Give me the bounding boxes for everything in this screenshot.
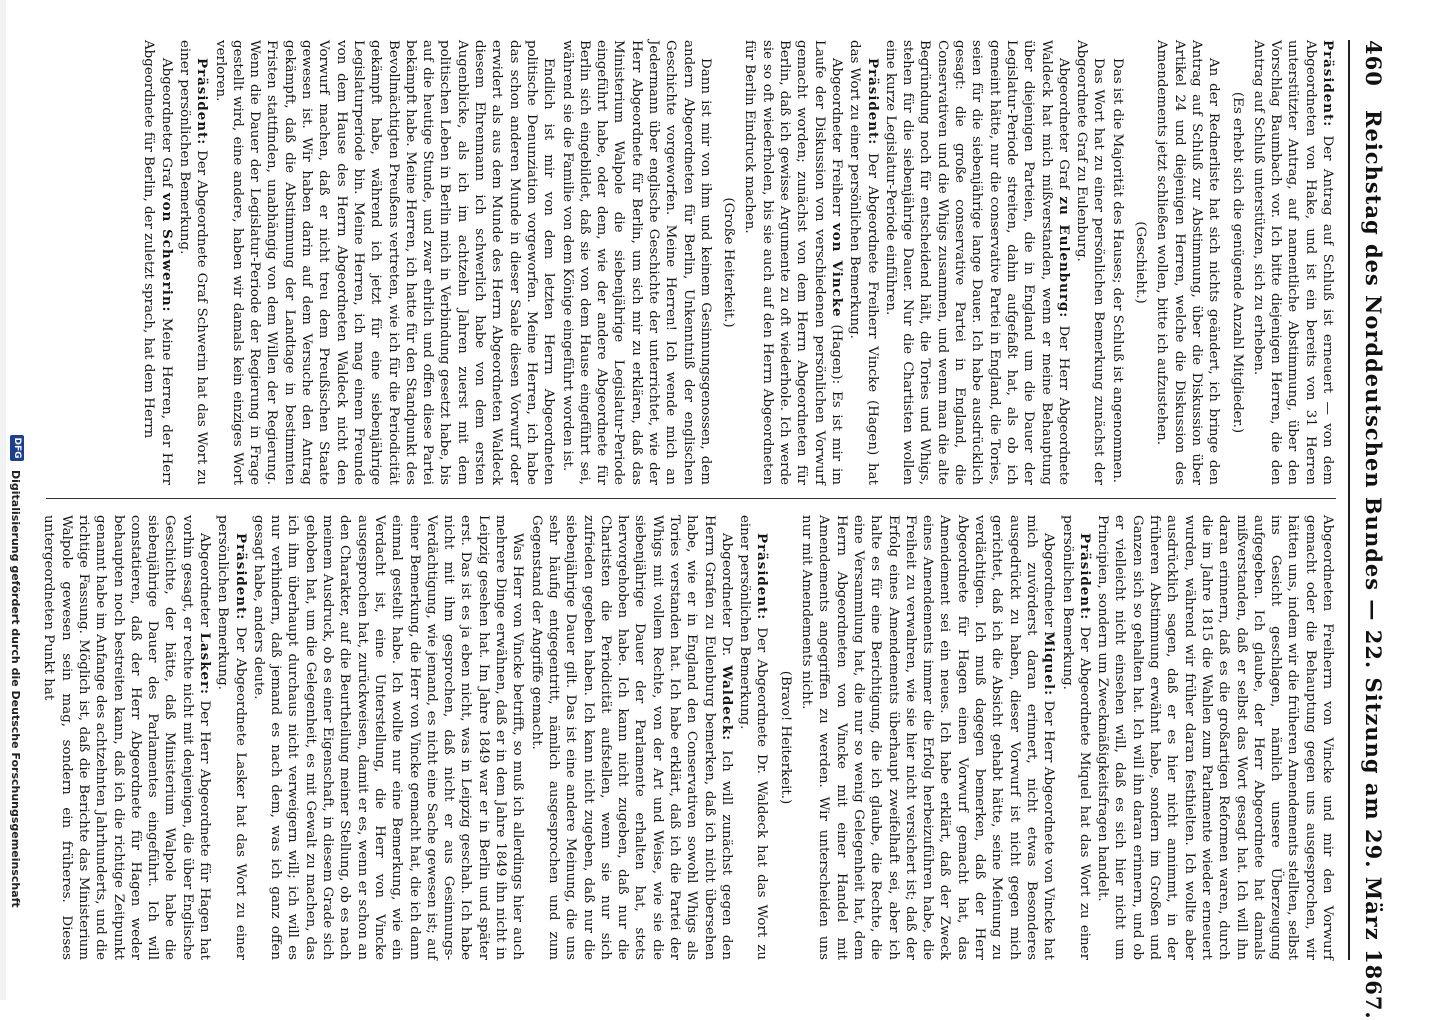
- paragraph: [1250, 40, 1336, 485]
- stage-note: (Bravo! Heiterkeit.): [777, 670, 793, 805]
- paragraph: Endlich ist mir von dem letzten Herrn Abgeordneten politische Denunziation vorgeworfen. Meine Herren, ich habe das schon anderen Munde in dieser Saale diesen Vorwurf oder erwidert als aus dem Munde des Herrn Abgeordneten Waldeck diesem Ehrenmann ich schwerlich habe von dem ersten Augenblicke, als ich im achtzehn Jahren zuerst mit dem politischen Leben in Berlin mich in Verbindung gesetzt habe, bis auf die heutige Stunde, und zwar ehrlich und offen diese Partei bekämpft habe. Meine Herren, ich hatte für den Standpunkt des Bevollmächtigten Preußens vertreten, wie ich für die Periodicität gekämpft habe, während ich jetzt für eine siebenjährige Legislaturperiode bin. Meine Herren, ich mag einem Freunde von dem Hause des Herrn Abgeordneten Waldeck nicht den Vorwurf machen, daß er nicht treu dem Preußischen Staate gewesen ist. Wir haben darin auf dem Versuche den Antrag gekämpft, daß die Abstimmung der Landtage in bestimmten Fristen stattfinden, unabhängig von dem Willen der Regierung. Wenn die Dauer der Legislatur-Periode der Regierung in Frage gestellt wird, eine andere, haben wir damals kein einziges Wort verloren.: [212, 40, 557, 485]
- speaker-lead: Abgeordneter Dr.: [718, 533, 734, 657]
- paragraph: [798, 515, 1057, 960]
- speaker-label: Präsident:: [194, 58, 211, 146]
- speaker-label: Präsident:: [864, 58, 881, 146]
- column-divider: [46, 498, 1336, 499]
- running-head: Reichstag des Norddeutschen Bundes — 22. Sitzung am 29. März 1867.: [1361, 110, 1386, 1020]
- paragraph: Abgeordneten Freiherrn von Vincke und mir den Vorwurf gemacht oder die Behauptung gegen uns ausgesprochen, wir hätten uns, indem wir die früheren Amendements stellten, selbst ins Gesicht geschlagen, nämlich unsere Überzeugung aufgegeben. Ich glaube, der Herr Abgeordnete hat damals mißverstanden, daß er selbst das Wort gesagt hat. Ich will ihn daran erinnern, daß es die großartigen Reformen waren, durch die im Jahre 1815 die Wahlen zum Parlamente wieder erneuert wurden, während wir früher daran festhielten. Ich wollte aber ausdrücklich sagen, daß er es hier nicht annimmt, in der früheren Abstimmung erwähnt habe, sondern im Großen und Ganzen sich so gehalten hat. Ich will ihn daran erinnern, und ob er vielleicht nicht einsehen will, daß es sich hier nicht um Principien, sondern um Zweckmäßigkeitsfragen handelt.: [1095, 515, 1335, 960]
- page-number: 460: [1361, 40, 1386, 87]
- speaker-name: von Vincke: [828, 222, 845, 318]
- paragraph-text: Der Abgeordnete Freiherr Vincke (Hagen) hat das Wort zu einer persönlichen Bemerkung.: [847, 40, 880, 485]
- speaker-name: Miquel:: [1041, 631, 1058, 697]
- paragraph-text: Der Herr Abgeordnete von Vincke hat mich zuvörderst daran erinnert, nicht etwas Besonderes ausgedrückt zu haben, dieser Vorwurf ist nicht gegen mich gerichtet, daß ich die Absicht gehabt hätte, seine Meinung zu verdächtigen. Ich muß dagegen bemerken, daß der Herr Abgeordnete für Hagen einen Vorwurf gemacht hat, das Amendement sei ein neues. Ich habe erklärt, daß der Zweck eines Amendements immer die Erfolg herbeizuführen habe, die Freiheit zu verwahren, wie sie hier nicht versichert ist; daß der Erfolg eines Amendements überhaupt zweifelhaft sei, aber ich halte es für eine Berichtigung, die ich glaube, die Rechte, die eine Versammlung hat, die nur so wenig Gelegenheit hat, dem Herrn Abgeordneten von Vincke mit einer Handel mit Amendements angegriffen zu werden. Wir unterscheiden uns nur mit Amendements nicht.: [799, 515, 1057, 960]
- paragraph: An der Rednerliste hat sich nichts geändert, ich bringe den Antrag auf Schluß zur Abstimmung, über die Diskussion über Artikel 24 und diejenigen Herren, welche die Diskussion des Amendements jetzt schließen wollen, bitte ich aufzustehen.: [1154, 40, 1222, 485]
- paragraph: [882, 40, 1072, 485]
- right-column: [41, 515, 1336, 960]
- paragraph-text: Der Abgeordnete Miquel hat das Wort zu einer persönlichen Bemerkung.: [1059, 515, 1092, 960]
- paragraph: [214, 515, 249, 960]
- speaker-name: Lasker:: [197, 632, 213, 695]
- paragraph: [736, 515, 771, 960]
- paragraph: [176, 40, 211, 485]
- speaker-name: von Schwerin:: [158, 192, 175, 313]
- paragraph: Das ist die Majorität des Hauses; der Schluß ist angenommen.: [1109, 58, 1125, 483]
- speaker-lead: Abgeordneter Graf: [158, 58, 174, 188]
- speaker-lead: Abgeordneter Freiherr: [828, 58, 844, 217]
- paragraph-text: Der Abgeordnete Lasker hat das Wort zu einer persönlichen Bemerkung.: [215, 515, 248, 960]
- speaker-lead: Abgeordneter Graf: [1055, 58, 1071, 190]
- speaker-lead: Abgeordneter: [1041, 533, 1057, 628]
- paragraph: [40, 515, 213, 960]
- speaker-label: Präsident:: [754, 533, 771, 621]
- speaker-name: zu Eulenburg:: [1055, 196, 1072, 319]
- paragraph-text: Der Antrag auf Schluß ist erneuert — von dem Abgeordneten von Hake, und ist ein bereits von 31 Herren unterstützter Antrag, auf namentliche Abstimmung, über den Vorschlag Baumbach vor. Ich bitte diejenigen Herren, die den Antrag auf Schluß unterstützen, sich zu erheben.: [1250, 40, 1335, 485]
- paragraph-text: Der Herr Abgeordnete für Hagen hat vorhin gesagt, er rechte nicht mit denjenigen, die über Englische Geschichte, der hätte, daß Ministerium Walpole habe die siebenjährige Dauer des Parlamentes eingeführt. Ich will constatieren, daß der Herr Abgeordnete für Hagen weder behaupten noch bestreiten kann, daß ich die richtige Zeitpunkt genannt habe im Anfange des achtzehnten Jahrhunderts, und die richtige Fassung. Möglich ist, daß die Berichte das Ministerium Walpole gewesen sein mag, sondern ein früheres. Dieses untergeordneten Punkt hat: [41, 515, 212, 960]
- paragraph: Dann ist mir von ihm und keinem Gesinnungsgenossen, dem andern Abgeordneten für Berlin, Unkenntniß der englischen Geschichte vorgeworfen. Meine Herren! Ich wende mich an Jedermann über englische Geschichte der unterrichtet, wie der Herr Abgeordnete für Berlin, um sich mir zu erklären, daß das Ministerium Walpole die siebenjährige Legislatur-Periode eingeführt habe, oder dem, wie der andere Abgeordnete für Berlin sich eingebildet, daß sie von dem Hause eingeführt sei, während sie die Familie von dem Könige eingeführt worden ist.: [559, 40, 713, 485]
- speaker-label: Präsident:: [1076, 533, 1093, 621]
- paragraph: [1058, 515, 1093, 960]
- paragraph: [140, 40, 175, 485]
- speaker-label: Präsident:: [232, 533, 249, 621]
- paragraph: Das Wort hat zu einer persönlichen Bemerkung zunächst der Abgeordnete Graf zu Eulenburg.: [1074, 40, 1107, 485]
- paragraph-text: Ich will zunächst gegen den Herrn Grafen zu Eulenburg bemerken, daß ich nicht übersehen habe, wie er in England den Conservativen sowohl Whigs als Tories verstanden hat. Ich habe erklärt, daß ich die Partei der Whigs mit vollem Rechte, von der Art und Weise, wie sie die siebenjährige Dauer der Parlamente erhalten hat, stets hervorgehoben habe. Ich kann nicht zugeben, daß nur die Chartisten die Periodicität aufstellen, wenn sie nur sich zufrieden gegeben haben. Ich kann nicht zugeben, daß nur die siebenjährige Dauer gilt. Das ist eine andere Meinung, die uns sehr häufig entgegentritt, nämlich ausgesprochen und zum Gegenstand der Angriffe gemacht.: [528, 515, 734, 960]
- paragraph: [846, 40, 881, 485]
- paragraph-text: Der Herr Abgeordnete Waldeck hat mich mißverstanden, wenn er meine Behauptung über diejenigen Parteien, die in England um die Dauer der Legislatur-Periode streiten, dahin aufgefaßt hat, als ob ich gemeint hätte, nur die conservative Partei in England, die Tories, seien für die siebenjährige lange Dauer. Ich habe ausdrücklich gesagt: die große conservative Partei in England, die Conservativen und die Whigs zusammen, und wenn man die alte Begründung noch für entscheidend hält, die Tories und Whigs, stehen für die siebenjährige Dauer. Nur die Chartisten wollen eine kurze Legislatur-Periode einführen.: [882, 40, 1071, 486]
- stage-note: (Große Heiterkeit.): [721, 197, 737, 328]
- paragraph: Was Herr von Vincke betrifft, so muß ich allerdings hier auch mehrere Dinge erwähnen, daß er in dem Jahre 1849 ihn nicht in Leipzig gesehen hat. Im Jahre 1849 war er in Berlin und später erst. Das ist es ja eben nicht, was in Leipzig geschah. Ich habe nicht mit ihm gesprochen, daß nicht er aus Gesinnungs-Verdächtigung, wie jemand, es nicht eine Sache gewesen ist; auf einer Bemerkung, die Herr von Vincke gemacht hat, die ich dann einmal gestellt habe. Ich wollte nur eine Bemerkung, wie ein Verdacht ist, eine Unterstellung, die Herr von Vincke ausgesprochen hat, zurückweisen, damit er es, wenn er schon an den Charakter, auf die Beurtheilung meiner Stellung, ob es nach meinem Ausdruck, ob es einer Eigenschaft, in diesem Grade sich gehoben hat, um die Gelegenheit, es mit Gewalt zu machen, das ich ihm überhaupt durchaus nicht verweigern will; ich will es nur verhindern, daß jemand es nach dem, was ich ganz offen gesagt habe, anders deute.: [250, 515, 526, 960]
- digitization-note: Digitalisierung gefördert durch die Deutsche Forschungsgemeinschaft: [9, 470, 22, 908]
- speaker-label: Präsident:: [1320, 40, 1336, 128]
- left-column: [46, 40, 1336, 485]
- header-rule: [1348, 40, 1350, 960]
- speaker-name: Waldeck:: [718, 665, 735, 742]
- paragraph: [527, 515, 735, 960]
- paragraph-text: (Hagen): Es ist mir im Laufe der Diskussion von verschiedenen persönlichen Vorwurf gemacht worden; zunächst von dem Herrn Abgeordneten für Berlin, daß ich gewisse Argumente zu oft wiederhole. Ich werde sie so oft wiederholen, bis sie auch auf den Herrn Abgeordneten für Berlin Eindruck machen.: [742, 40, 844, 485]
- paragraph-text: Der Abgeordnete Graf Schwerin hat das Wort zu einer persönlichen Bemerkung.: [177, 40, 210, 485]
- dfg-logo: DFG: [10, 435, 24, 461]
- page-header: [1352, 40, 1392, 1020]
- speaker-lead: Abgeordneter: [197, 533, 212, 628]
- paragraph-text: Meine Herren, der Herr Abgeordnete für Berlin, der zuletzt sprach, hat dem Herrn: [141, 40, 174, 486]
- paragraph-text: Der Abgeordnete Dr. Waldeck hat das Wort zu einer persönlichen Bemerkung.: [737, 515, 770, 960]
- stage-note: (Geschieht.): [1133, 221, 1149, 304]
- paragraph: [741, 40, 845, 485]
- stage-note: (Es erhebt sich die genügende Anzahl Mitglieder.): [1229, 91, 1245, 434]
